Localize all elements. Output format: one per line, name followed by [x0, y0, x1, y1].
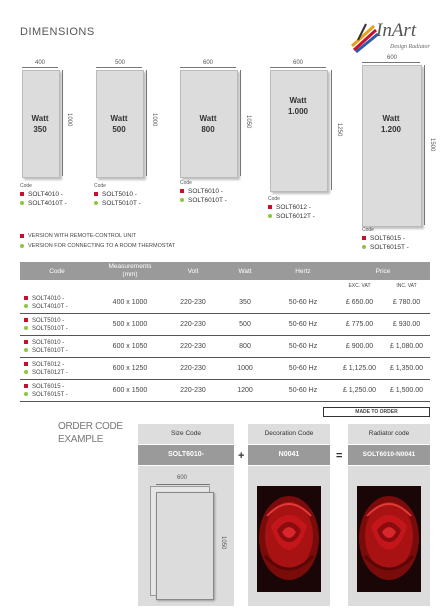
cell-hertz: 50-60 Hz: [270, 314, 336, 336]
panel-shape: [362, 65, 422, 227]
remote-marker-icon: [94, 192, 98, 196]
code-label: Code: [20, 183, 32, 189]
code-thermostat: [94, 200, 141, 208]
cell-hertz: 50-60 Hz: [270, 380, 336, 402]
row-codes: [20, 380, 94, 402]
cell-volt: 220-230: [166, 380, 220, 402]
width-dimension-line: [156, 484, 210, 485]
code-text: SOLT6012T -: [32, 369, 68, 376]
order-code-title: [58, 420, 123, 446]
panel-shape: [270, 70, 328, 192]
header-hertz: Hertz: [270, 262, 336, 280]
brand-logo: [350, 18, 432, 58]
thermostat-marker-icon: [24, 370, 28, 374]
width-dimension-line: [362, 62, 420, 63]
code-text: SOLT6010T -: [32, 347, 68, 354]
panel-height: 1250: [336, 123, 342, 137]
cell-measurements: 600 x 1250: [94, 358, 166, 380]
cell-price-inc: £ 780.00: [383, 292, 430, 314]
cell-measurements: 600 x 1500: [94, 380, 166, 402]
made-to-order-badge: MADE TO ORDER: [323, 407, 430, 417]
height-dimension-line: [424, 65, 425, 225]
remote-marker-icon: [24, 362, 28, 366]
code-label: Code: [362, 227, 374, 233]
code-text: SOLT6012 -: [276, 204, 311, 211]
code-thermostat: [362, 244, 409, 252]
cell-price-inc: £ 1,080.00: [383, 336, 430, 358]
thermostat-marker-icon: [24, 392, 28, 396]
panel-watt: [22, 113, 58, 135]
cell-measurements: 500 x 1000: [94, 314, 166, 336]
legend-thermostat: [20, 243, 175, 249]
plus-sign: +: [238, 450, 245, 462]
red-rose-image: [257, 486, 321, 592]
width-dimension-line: [96, 67, 142, 68]
cell-price-exc: £ 1,125.00: [336, 358, 383, 380]
cell-hertz: 50-60 Hz: [270, 292, 336, 314]
remote-marker-icon: [180, 189, 184, 193]
table-row: [20, 314, 430, 336]
cell-price-inc: £ 1,350.00: [383, 358, 430, 380]
code-text: SOLT6010 -: [188, 188, 223, 195]
size-code-label: Size Code: [138, 424, 234, 444]
watt-value: 350: [33, 125, 47, 134]
code-text: SOLT6010T -: [188, 197, 227, 204]
cell-price-exc: £ 650.00: [336, 292, 383, 314]
cell-volt: 220-230: [166, 336, 220, 358]
cell-price-inc: £ 930.00: [383, 314, 430, 336]
example-height: 1050: [220, 536, 226, 550]
code-remote: [94, 191, 137, 199]
panel-watt: [180, 113, 236, 135]
thermostat-marker-icon: [94, 201, 98, 205]
code-text: SOLT4010 -: [32, 295, 65, 302]
remote-marker-icon: [24, 340, 28, 344]
header-watt: Watt: [220, 262, 270, 280]
legend-text: VERSION FOR CONNECTING TO A ROOM THERMOSTAT: [28, 243, 176, 249]
radiator-code-value: SOLT6010-N0041: [348, 445, 430, 465]
thermostat-marker-icon: [20, 244, 24, 248]
code-text: SOLT4010T -: [28, 200, 67, 207]
panel-width: 600: [202, 60, 213, 66]
code-remote: [20, 191, 63, 199]
table-row: [20, 358, 430, 380]
radiator-panel: [348, 466, 430, 606]
code-remote: [268, 204, 311, 212]
height-dimension-line: [331, 70, 332, 190]
decoration-code-value: N0041: [248, 445, 330, 465]
header-code: Code: [20, 262, 94, 280]
code-text: SOLT6012T -: [276, 213, 315, 220]
watt-value: 800: [201, 125, 215, 134]
cell-measurements: 600 x 1050: [94, 336, 166, 358]
code-label: Code: [180, 180, 192, 186]
logo-tagline: Design Radiator: [390, 44, 430, 50]
row-codes: [20, 292, 94, 314]
remote-marker-icon: [24, 296, 28, 300]
panel-width: 400: [34, 60, 45, 66]
width-dimension-line: [22, 67, 58, 68]
red-rose-image: [357, 486, 421, 592]
decoration-code-label: Decoration Code: [248, 424, 330, 444]
panel-width: 500: [114, 60, 125, 66]
thermostat-marker-icon: [20, 201, 24, 205]
header-price: Price: [336, 262, 430, 280]
example-panel-front: [156, 492, 214, 600]
watt-label: Watt: [31, 114, 49, 123]
header-volt: Volt: [166, 262, 220, 280]
table-row: [20, 292, 430, 314]
header-unit: (mm): [122, 271, 138, 278]
code-text: SOLT4010T -: [32, 303, 68, 310]
thermostat-marker-icon: [24, 326, 28, 330]
price-inc-vat-label: INC. VAT: [396, 283, 417, 289]
specifications-table: [20, 262, 430, 402]
row-codes: [20, 358, 94, 380]
code-text: SOLT6015T -: [370, 244, 409, 251]
panel-watt: [96, 113, 142, 135]
row-codes: [20, 336, 94, 358]
height-dimension-line: [146, 70, 147, 176]
height-dimension-line: [240, 70, 241, 176]
cell-hertz: 50-60 Hz: [270, 336, 336, 358]
code-text: SOLT6010 -: [32, 339, 65, 346]
cell-price-exc: £ 775.00: [336, 314, 383, 336]
table-row: [20, 336, 430, 358]
height-dimension-line: [62, 70, 63, 176]
code-thermostat: [180, 197, 227, 205]
legend-text: VERSION WITH REMOTE-CONTROL UNIT: [28, 233, 137, 239]
decoration-panel: [248, 466, 330, 606]
panel-height: 1500: [429, 138, 435, 152]
panel-watt: [270, 95, 326, 117]
remote-marker-icon: [268, 205, 272, 209]
code-remote: [362, 235, 405, 243]
page-title: DIMENSIONS: [20, 26, 95, 38]
width-dimension-line: [270, 67, 326, 68]
code-text: SOLT6012 -: [32, 361, 65, 368]
thermostat-marker-icon: [180, 198, 184, 202]
watt-label: Watt: [199, 114, 217, 123]
header-measurements: [94, 262, 166, 280]
panel-width: 600: [292, 60, 303, 66]
cell-watt: 1000: [220, 358, 270, 380]
cell-price-exc: £ 900.00: [336, 336, 383, 358]
header-text: Measurements: [108, 263, 152, 270]
watt-value: 1.000: [287, 107, 309, 116]
watt-value: 1.200: [380, 125, 402, 134]
example-width: 600: [176, 475, 187, 481]
cell-volt: 220-230: [166, 292, 220, 314]
code-thermostat: [20, 200, 67, 208]
code-thermostat: [268, 213, 315, 221]
price-exc-vat-label: EXC. VAT: [348, 283, 371, 289]
cell-watt: 1200: [220, 380, 270, 402]
remote-marker-icon: [24, 318, 28, 322]
row-codes: [20, 314, 94, 336]
code-label: Code: [94, 183, 106, 189]
remote-marker-icon: [20, 192, 24, 196]
watt-value: 500: [112, 125, 126, 134]
thermostat-marker-icon: [24, 348, 28, 352]
cell-price-exc: £ 1,250.00: [336, 380, 383, 402]
cell-watt: 350: [220, 292, 270, 314]
thermostat-marker-icon: [268, 214, 272, 218]
table-row: [20, 380, 430, 402]
legend-remote: [20, 233, 136, 239]
code-text: SOLT5010 -: [102, 191, 137, 198]
cell-measurements: 400 x 1000: [94, 292, 166, 314]
logo-name: InArt: [376, 20, 417, 41]
cell-price-inc: £ 1,500.00: [383, 380, 430, 402]
remote-marker-icon: [362, 236, 366, 240]
panel-height: 1000: [151, 113, 157, 127]
radiator-code-label: Radiator code: [348, 424, 430, 444]
panel-height: 1000: [66, 113, 72, 127]
remote-marker-icon: [20, 234, 24, 238]
code-text: SOLT5010T -: [32, 325, 68, 332]
cell-volt: 220-230: [166, 314, 220, 336]
cell-volt: 220-230: [166, 358, 220, 380]
order-title-line: EXAMPLE: [58, 434, 104, 445]
code-text: SOLT5010T -: [102, 200, 141, 207]
width-dimension-line: [180, 67, 236, 68]
equals-sign: =: [336, 450, 343, 462]
panel-height: 1050: [245, 115, 251, 129]
cell-watt: 500: [220, 314, 270, 336]
code-text: SOLT6015T -: [32, 391, 68, 398]
code-text: SOLT4010 -: [28, 191, 63, 198]
panel-width: 600: [386, 55, 397, 61]
code-label: Code: [268, 196, 280, 202]
watt-label: Watt: [382, 114, 400, 123]
code-text: SOLT6015 -: [32, 383, 65, 390]
remote-marker-icon: [24, 384, 28, 388]
watt-label: Watt: [110, 114, 128, 123]
panel-watt: [362, 113, 420, 135]
size-code-panel: [138, 466, 234, 606]
size-code-value: SOLT6010-: [138, 445, 234, 465]
code-text: SOLT6015 -: [370, 235, 405, 242]
code-text: SOLT5010 -: [32, 317, 65, 324]
order-title-line: ORDER CODE: [58, 421, 123, 432]
cell-watt: 800: [220, 336, 270, 358]
thermostat-marker-icon: [24, 304, 28, 308]
code-remote: [180, 188, 223, 196]
thermostat-marker-icon: [362, 245, 366, 249]
watt-label: Watt: [289, 96, 307, 105]
cell-hertz: 50-60 Hz: [270, 358, 336, 380]
